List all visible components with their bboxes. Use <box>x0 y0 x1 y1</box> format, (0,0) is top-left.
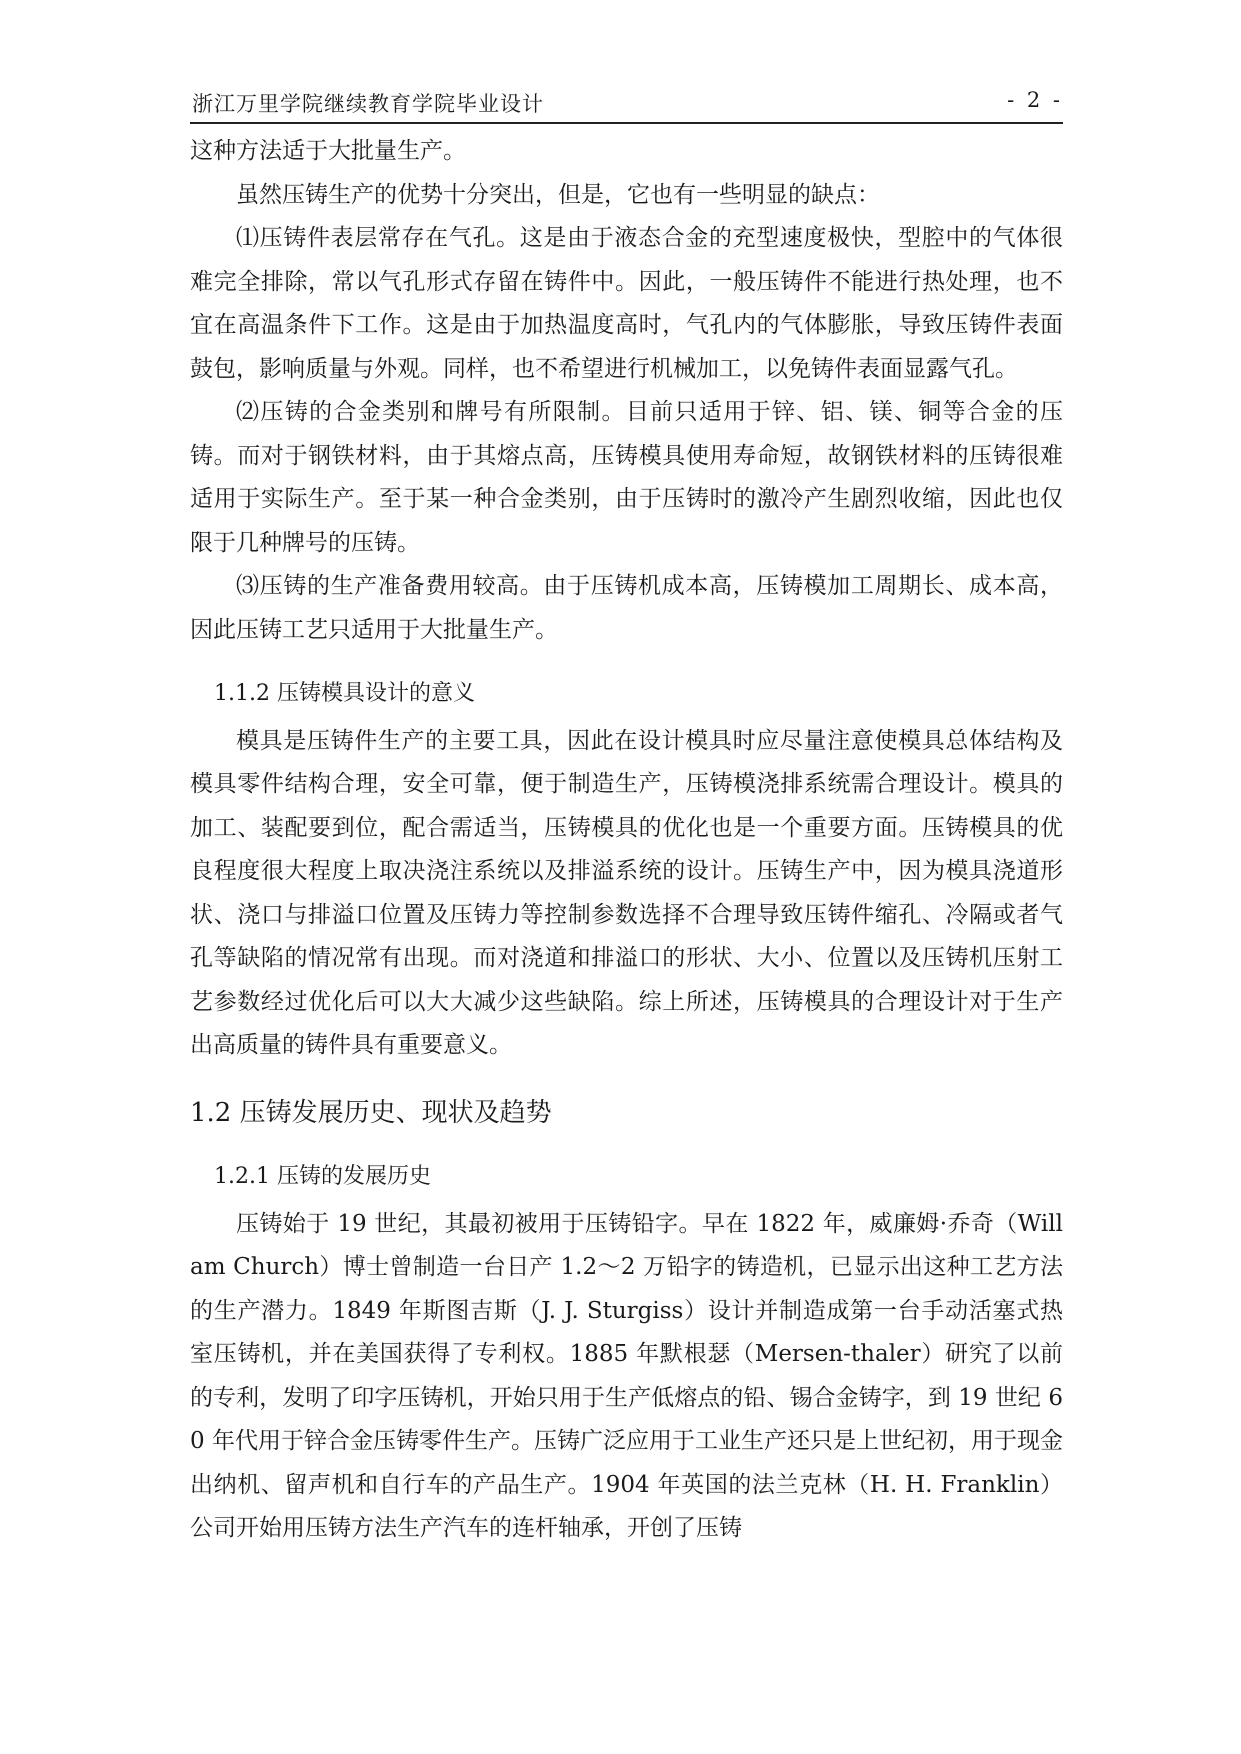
paragraph: 压铸始于 19 世纪，其最初被用于压铸铅字。早在 1822 年，威廉姆·乔奇（Willam Church）博士曾制造一台日产 1.2～2 万铅字的铸造机，已显示出这种工艺方法的生产潜力。1849 年斯图吉斯（J. J. Sturgiss）设计并制造成第一台手动活塞式热室压铸机，并在美国获得了专利权。1885 年默根瑟（Mersen-thaler）研究了以前的专利，发明了印字压铸机，开始只用于生产低熔点的铅、锡合金铸字，到 19 世纪 60 年代用于锌合金压铸零件生产。压铸广泛应用于工业生产还只是上世纪初，用于现金出纳机、留声机和自行车的产品生产。1904 年英国的法兰克林（H. H. Franklin）公司开始用压铸方法生产汽车的连杆轴承，开创了压铸 <box>190 1210 1063 1541</box>
page-header <box>190 86 1063 124</box>
paragraph: ⑴压铸件表层常存在气孔。这是由于液态合金的充型速度极快，型腔中的气体很难完全排除，常以气孔形式存留在铸件中。因此，一般压铸件不能进行热处理，也不宜在高温条件下工作。这是由于加热温度高时，气孔内的气体膨胀，导致压铸件表面鼓包，影响质量与外观。同样，也不希望进行机械加工，以免铸件表面显露气孔。 <box>190 225 1063 382</box>
paragraph: ⑶压铸的生产准备费用较高。由于压铸机成本高，压铸模加工周期长、成本高，因此压铸工艺只适用于大批量生产。 <box>190 573 1063 643</box>
page-number: - 2 - <box>1007 88 1063 112</box>
paragraph: 模具是压铸件生产的主要工具，因此在设计模具时应尽量注意使模具总体结构及模具零件结构合理，安全可靠，便于制造生产，压铸模浇排系统需合理设计。模具的加工、装配要到位，配合需适当，压铸模具的优化也是一个重要方面。压铸模具的优良程度很大程度上取决浇注系统以及排溢系统的设计。压铸生产中，因为模具浇道形状、浇口与排溢口位置及压铸力等控制参数选择不合理导致压铸件缩孔、冷隔或者气孔等缺陷的情况常有出现。而对浇道和排溢口的形状、大小、位置以及压铸机压射工艺参数经过优化后可以大大减少这些缺陷。综上所述，压铸模具的合理设计对于生产出高质量的铸件具有重要意义。 <box>190 727 1063 1058</box>
section-heading-1-1-2: 1.1.2 压铸模具设计的意义 <box>214 681 475 706</box>
paragraph: 这种方法适于大批量生产。 <box>190 138 466 164</box>
paragraph: 虽然压铸生产的优势十分突出，但是，它也有一些明显的缺点： <box>236 181 880 208</box>
school-title: 浙江万里学院继续教育学院毕业设计 <box>192 92 544 116</box>
document-body <box>190 130 1063 1551</box>
section-heading-1-2: 1.2 压铸发展历史、现状及趋势 <box>190 1097 552 1128</box>
paragraph: ⑵压铸的合金类别和牌号有所限制。目前只适用于锌、铝、镁、铜等合金的压铸。而对于钢铁材料，由于其熔点高，压铸模具使用寿命短，故钢铁材料的压铸很难适用于实际生产。至于某一种合金类别，由于压铸时的激冷产生剧烈收缩，因此也仅限于几种牌号的压铸。 <box>190 399 1063 556</box>
section-heading-1-2-1: 1.2.1 压铸的发展历史 <box>214 1164 431 1189</box>
